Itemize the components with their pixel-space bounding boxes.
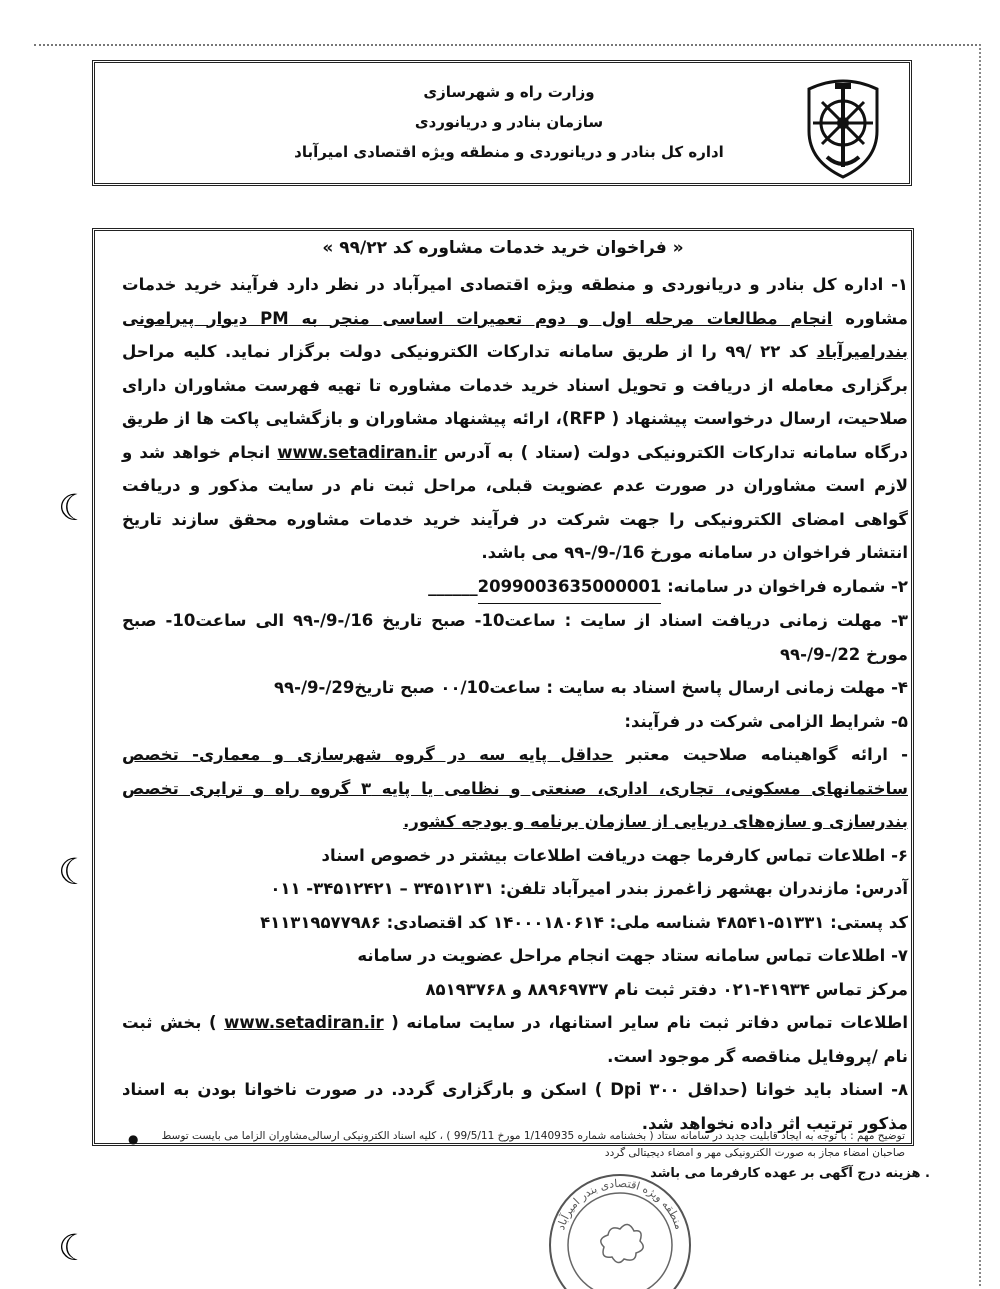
website-link-2[interactable]: www.setadiran.ir xyxy=(224,1013,384,1032)
department-name: اداره کل بنادر و دریانوردی و منطقه ویژه اقتصادی امیرآباد xyxy=(294,143,724,161)
section-4: ۴- مهلت زمانی ارسال پاسخ اسناد به سایت : ساعت۰۰/10 صبح تاریخ29/-9/-۹۹ xyxy=(273,678,908,697)
section-2: ۲- شماره فراخوان در سامانه: 2099003635000001______ xyxy=(122,570,908,605)
provincial-offices-end: ) بخش ثبت نام /پروفایل مناقصه گر موجود است. xyxy=(122,1013,908,1066)
setad-contact: مرکز تماس ۴۱۹۳۴-۰۲۱ دفتر ثبت نام ۸۸۹۶۹۷۳۷ و ۸۵۱۹۳۷۶۸ xyxy=(425,979,908,999)
round-seal-icon xyxy=(540,1165,700,1289)
section-7-heading: ۷- اطلاعات تماس سامانه ستاد جهت انجام مراحل عضویت در سامانه xyxy=(357,946,908,965)
bullet-icon: ● xyxy=(128,1132,139,1146)
section-3: ۳- مهلت زمانی دریافت اسناد از سایت : ساعت10- صبح تاریخ 16/-9/-۹۹ الی ساعت10- صبح مورخ 22/-9/-۹۹ xyxy=(122,611,908,664)
project-title: انجام مطالعات مرحله اول و دوم تعمیرات اساسی منجر به PM دیوار پیرامونی بندرامیرآباد xyxy=(122,308,908,361)
employer-codes: کد پستی: ۵۱۳۳۱-۴۸۵۴۱ شناسه ملی: ۱۴۰۰۰۱۸۰۶۱۴ کد اقتصادی: ۴۱۱۳۱۹۵۷۷۹۸۶ xyxy=(260,912,908,932)
svg-text:منطقه ویژه اقتصادی بندر امیرآب xyxy=(554,1177,686,1232)
section-8: ۸- اسناد باید خوانا (حداقل ۳۰۰ Dpi ) اسکن و بارگزاری گردد. در صورت ناخوانا بودن به اسناد مذکور ترتیب اثر داده نخواهد شد. xyxy=(122,1080,909,1133)
section-1-intro: ۱- اداره کل بنادر و دریانوردی و منطقه ویژه اقتصادی امیرآباد در نظر دارد فرآیند خرید خدمات مشاوره xyxy=(122,275,908,328)
section-1-end: انجام خواهد شد و لازم است مشاوران در صورت عدم عضویت قبلی، مراحل ثبت نام در سایت مذکور و دریافت گواهی امضای الکترونیکی را جهت شرکت در فرآیند خرید خدمات مشاوره محقق سازند تاریخ انتشار فراخوان در سامانه مورخ 16/-9/-۹۹ می باشد. xyxy=(122,442,908,562)
section-1-body: کد ۲۲ /۹۹ را از طریق سامانه تدارکات الکترونیکی دولت برگزار نماید. کلیه مراحل برگزاری معامله از دریافت و تحویل اسناد خرید خدمات مشاوره تا تهیه فهرست مشاوران دارای صلاحیت، ارسال درخواست پیشنهاد ( RFP)، ارائه پیشنهاد مشاوران و بازگشایی پاکت ها از طریق درگاه سامانه تدارکات الکترونیکی دولت (ستاد ) به آدرس xyxy=(122,342,909,462)
seal-text: منطقه ویژه اقتصادی بندر امیرآباد xyxy=(554,1176,686,1232)
important-note: توضیح مهم : با توجه به ایجاد قابلیت جدید در سامانه ستاد ( بخشنامه شماره 1/140935 مورخ 99/5/11 ) ، کلیه اسناد الکترونیکی ارسالی‌مشاوران الزاما می بایست توسط صاحبان امضاء مجاز به صورت الکترونیکی مهر و امضاء دیجیتالی گردد xyxy=(161,1130,905,1159)
notice-body xyxy=(122,268,908,1140)
crescent-moon-icon: ☾ xyxy=(58,852,91,893)
qualification-requirement: حداقل پایه سه در گروه شهرسازی و معماری- تخصص ساختمانهای مسکونی، تجاری، اداری، صنعتی و نظامی یا پایه ۳ گروه راه و ترابری تخصص بندرسازی و سازه‌های دریایی از سازمان برنامه و بودجه کشور. xyxy=(122,745,908,831)
notice-title: « فراخوان خرید خدمات مشاوره کد ۹۹/۲۲ » xyxy=(322,238,684,258)
crescent-moon-icon: ☾ xyxy=(58,1228,91,1269)
section-1 xyxy=(122,268,908,570)
section-5-intro: - ارائه گواهینامه صلاحیت معتبر xyxy=(613,745,908,764)
letterhead-box xyxy=(92,60,912,186)
section-5-heading: ۵- شرایط الزامی شرکت در فرآیند: xyxy=(624,711,908,731)
provincial-offices-intro: اطلاعات تماس دفاتر ثبت نام سایر استانها، در سایت سامانه ( xyxy=(383,1013,908,1032)
website-link[interactable]: www.setadiran.ir xyxy=(277,442,437,462)
anchor-logo-icon xyxy=(797,69,889,181)
letterhead-text xyxy=(249,77,769,167)
tender-number-label: ۲- شماره فراخوان در سامانه: xyxy=(667,576,908,596)
advertising-cost-note: . هزینه درج آگهی بر عهده کارفرما می باشد xyxy=(650,1166,930,1181)
crescent-moon-icon: ☾ xyxy=(58,488,91,529)
provincial-offices xyxy=(122,1006,908,1073)
ministry-name: وزارت راه و شهرسازی xyxy=(423,83,595,101)
tender-number-value: 2099003635000001 xyxy=(478,570,662,605)
organization-name: سازمان بنادر و دریانوردی xyxy=(414,113,604,131)
employer-address: آدرس: مازندران بهشهر زاغمرز بندر امیرآباد تلفن: ۳۴۵۱۲۱۳۱ – ۳۴۵۱۲۴۲۱- ۰۱۱ xyxy=(270,879,908,898)
section-5-text xyxy=(122,738,908,839)
section-6-heading: ۶- اطلاعات تماس کارفرما جهت دریافت اطلاعات بیشتر در خصوص اسناد xyxy=(321,845,908,865)
